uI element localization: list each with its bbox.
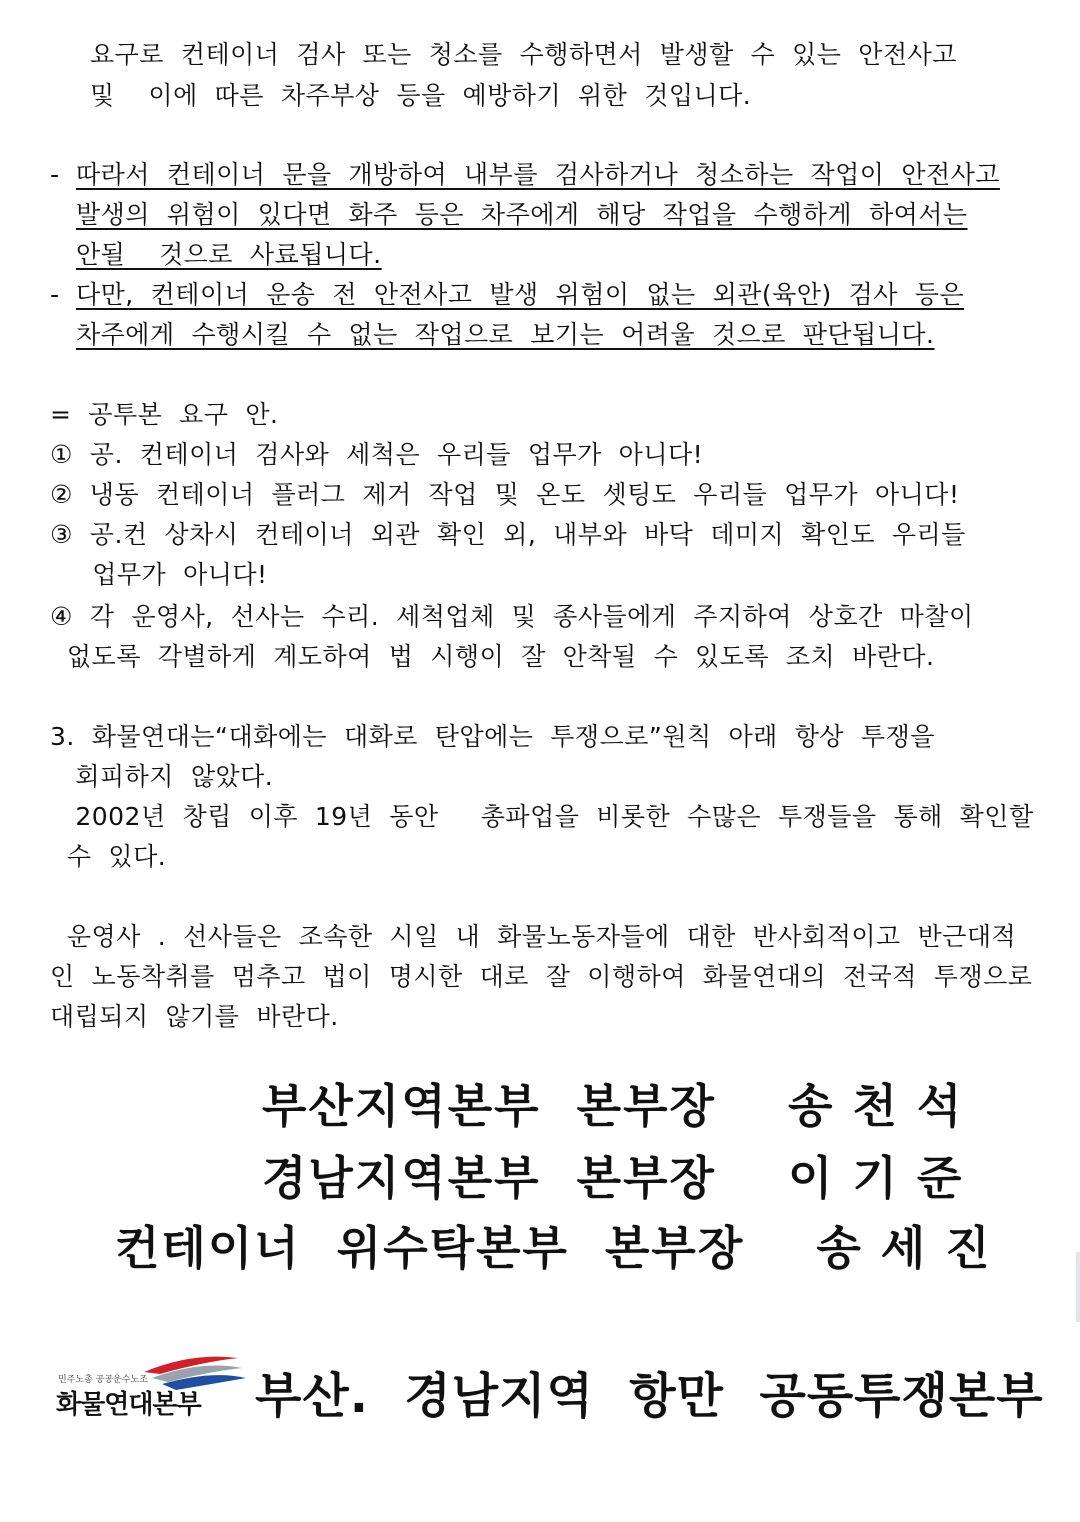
section3-line-2: 회피하지 않았다. [50, 762, 274, 791]
demands-heading: = 공투본 요구 안. [50, 400, 279, 429]
demand-item-4-cont: 없도록 각별하게 계도하여 법 시행이 잘 안착될 수 있도록 조치 바란다. [50, 642, 935, 671]
signature-container: 컨테이너 위수탁본부 본부장 송 세 진 [115, 1221, 992, 1275]
bullet-2-line-1: 다만, 컨테이너 운송 전 안전사고 발생 위험이 없는 외관(육안) 검사 등은 [76, 280, 965, 309]
demand-item-1: ① 공. 컨테이너 검사와 세척은 우리들 업무가 아니다! [50, 440, 704, 469]
section3-line-4: 수 있다. [50, 842, 167, 871]
closing-line-2: 인 노동착취를 멈추고 법이 명시한 대로 잘 이행하여 화물연대의 전국적 투쟁으로 [50, 962, 1033, 991]
bullet-2-line-2: 차주에게 수행시킬 수 없는 작업으로 보기는 어려울 것으로 판단됩니다. [76, 320, 935, 349]
bullet-1-line-2: 발생의 위험이 있다면 화주 등은 차주에게 해당 작업을 수행하게 하여서는 [76, 200, 968, 229]
section3-line-1: 3. 화물연대는“대화에는 대화로 탄압에는 투쟁으로”원칙 아래 항상 투쟁을 [50, 722, 935, 751]
bullet-1-line-1: 따라서 컨테이너 문을 개방하여 내부를 검사하거나 청소하는 작업이 안전사고 [76, 160, 1000, 189]
footer-organization: 부산. 경남지역 항만 공동투쟁본부 [255, 1368, 1044, 1424]
closing-line-3: 대립되지 않기를 바란다. [50, 1002, 339, 1031]
closing-line-1: 운영사 . 선사들은 조속한 시일 내 화물노동자들에 대한 반사회적이고 반근대적 [50, 922, 1017, 951]
logo-name: 화물연대본부 [56, 1390, 201, 1420]
section3-line-3: 2002년 창립 이후 19년 동안 총파업을 비롯한 수많은 투쟁들을 통해 확인할 [50, 802, 1034, 831]
scrollbar[interactable] [1076, 1252, 1080, 1322]
bullet-1-line-3: 안될 것으로 사료됩니다. [76, 240, 382, 269]
intro-line-1: 요구로 컨테이너 검사 또는 청소를 수행하면서 발생할 수 있는 안전사고 [90, 40, 957, 69]
intro-line-2: 및 이에 따른 차주부상 등을 예방하기 위한 것입니다. [90, 81, 752, 110]
demand-item-3: ③ 공.컨 상차시 컨테이너 외관 확인 외, 내부와 바닥 데미지 확인도 우리들 [50, 520, 966, 549]
bullet-1-marker: - [50, 160, 68, 189]
bullet-2-marker: - [50, 280, 68, 309]
hwamul-yeondae-logo [52, 1344, 250, 1426]
signature-gyeongnam: 경남지역본부 본부장 이 기 준 [262, 1151, 964, 1205]
demand-item-4: ④ 각 운영사, 선사는 수리. 세척업체 및 종사들에게 주지하여 상호간 마찰이 [50, 602, 974, 631]
demand-item-2: ② 냉동 컨테이너 플러그 제거 작업 및 온도 셋팅도 우리들 업무가 아니다! [50, 480, 960, 509]
logo-small-text: 민주노총 공공운수노조 [58, 1375, 148, 1385]
signature-busan: 부산지역본부 본부장 송 천 석 [262, 1079, 964, 1133]
demand-item-3-cont: 업무가 아니다! [50, 560, 268, 589]
